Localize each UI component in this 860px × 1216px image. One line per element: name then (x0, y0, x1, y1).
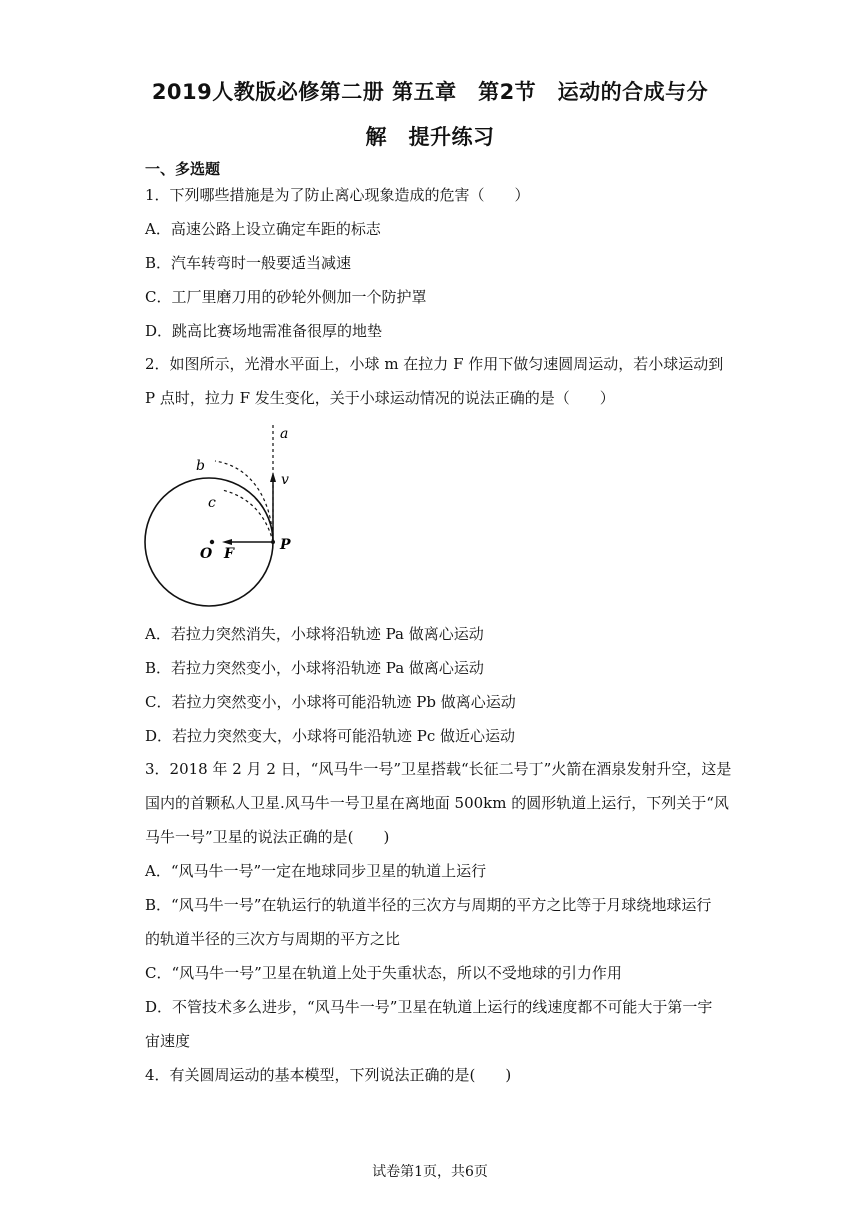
label-v: v (281, 472, 289, 488)
q1-option-b: B．汽车转弯时一般要适当减速 (145, 254, 352, 272)
q1-option-c: C．工厂里磨刀用的砂轮外侧加一个防护罩 (145, 288, 427, 306)
q2-option-c: C．若拉力突然变小，小球将可能沿轨迹 Pb 做离心运动 (145, 693, 516, 711)
q2-stem-line1: 2．如图所示，光滑水平面上，小球 m 在拉力 F 作用下做匀速圆周运动，若小球运动到 (145, 355, 724, 373)
circular-motion-figure (140, 418, 320, 622)
section-heading: 一、多选题 (145, 160, 221, 178)
trajectory-pc (222, 490, 273, 542)
ball-point (271, 540, 275, 544)
q3-stem-line1: 3．2018 年 2 月 2 日，“风马牛一号”卫星搭载“长征二号丁”火箭在酒泉发射升空，这是 (145, 760, 732, 778)
force-arrowhead (222, 539, 232, 545)
q1-option-d: D．跳高比赛场地需准备很厚的地垫 (145, 322, 383, 340)
label-p: P (280, 537, 291, 553)
label-b: b (196, 458, 205, 474)
figure-svg (140, 418, 320, 618)
q1-stem: 1．下列哪些措施是为了防止离心现象造成的危害（ ） (145, 186, 530, 204)
label-a: a (280, 426, 289, 442)
label-c: c (208, 495, 216, 511)
q2-stem-line2: P 点时，拉力 F 发生变化，关于小球运动情况的说法正确的是（ ） (145, 389, 615, 407)
label-f: F (224, 546, 234, 562)
q3-option-b-line1: B．“风马牛一号”在轨运行的轨道半径的三次方与周期的平方之比等于月球绕地球运行 (145, 896, 712, 914)
q2-option-b: B．若拉力突然变小，小球将沿轨迹 Pa 做离心运动 (145, 659, 484, 677)
page-footer: 试卷第1页，共6页 (372, 1164, 488, 1180)
trajectory-pb (215, 461, 273, 542)
q3-option-a: A．“风马牛一号”一定在地球同步卫星的轨道上运行 (145, 862, 487, 880)
q3-stem-line2: 国内的首颗私人卫星.风马牛一号卫星在离地面 500km 的圆形轨道上运行，下列关于“风 (145, 794, 729, 812)
velocity-arrowhead (270, 472, 276, 482)
q3-option-d-line2: 宙速度 (145, 1032, 191, 1050)
q1-option-a: A．高速公路上设立确定车距的标志 (145, 220, 381, 238)
q3-option-c: C．“风马牛一号”卫星在轨道上处于失重状态，所以不受地球的引力作用 (145, 964, 622, 982)
q3-option-d-line1: D．不管技术多么进步，“风马牛一号”卫星在轨道上运行的线速度都不可能大于第一宇 (145, 998, 713, 1016)
center-point (210, 540, 214, 544)
page-title-line1: 2019人教版必修第二册 第五章 第2节 运动的合成与分 (151, 80, 709, 104)
label-o: O (200, 546, 213, 562)
page-title-line2: 解 提升练习 (365, 125, 495, 149)
q4-stem: 4．有关圆周运动的基本模型，下列说法正确的是( ) (145, 1066, 512, 1084)
q2-option-a: A．若拉力突然消失，小球将沿轨迹 Pa 做离心运动 (145, 625, 484, 643)
q2-option-d: D．若拉力突然变大，小球将可能沿轨迹 Pc 做近心运动 (145, 727, 516, 745)
q3-stem-line3: 马牛一号”卫星的说法正确的是( ) (145, 828, 390, 846)
q3-option-b-line2: 的轨道半径的三次方与周期的平方之比 (145, 930, 401, 948)
